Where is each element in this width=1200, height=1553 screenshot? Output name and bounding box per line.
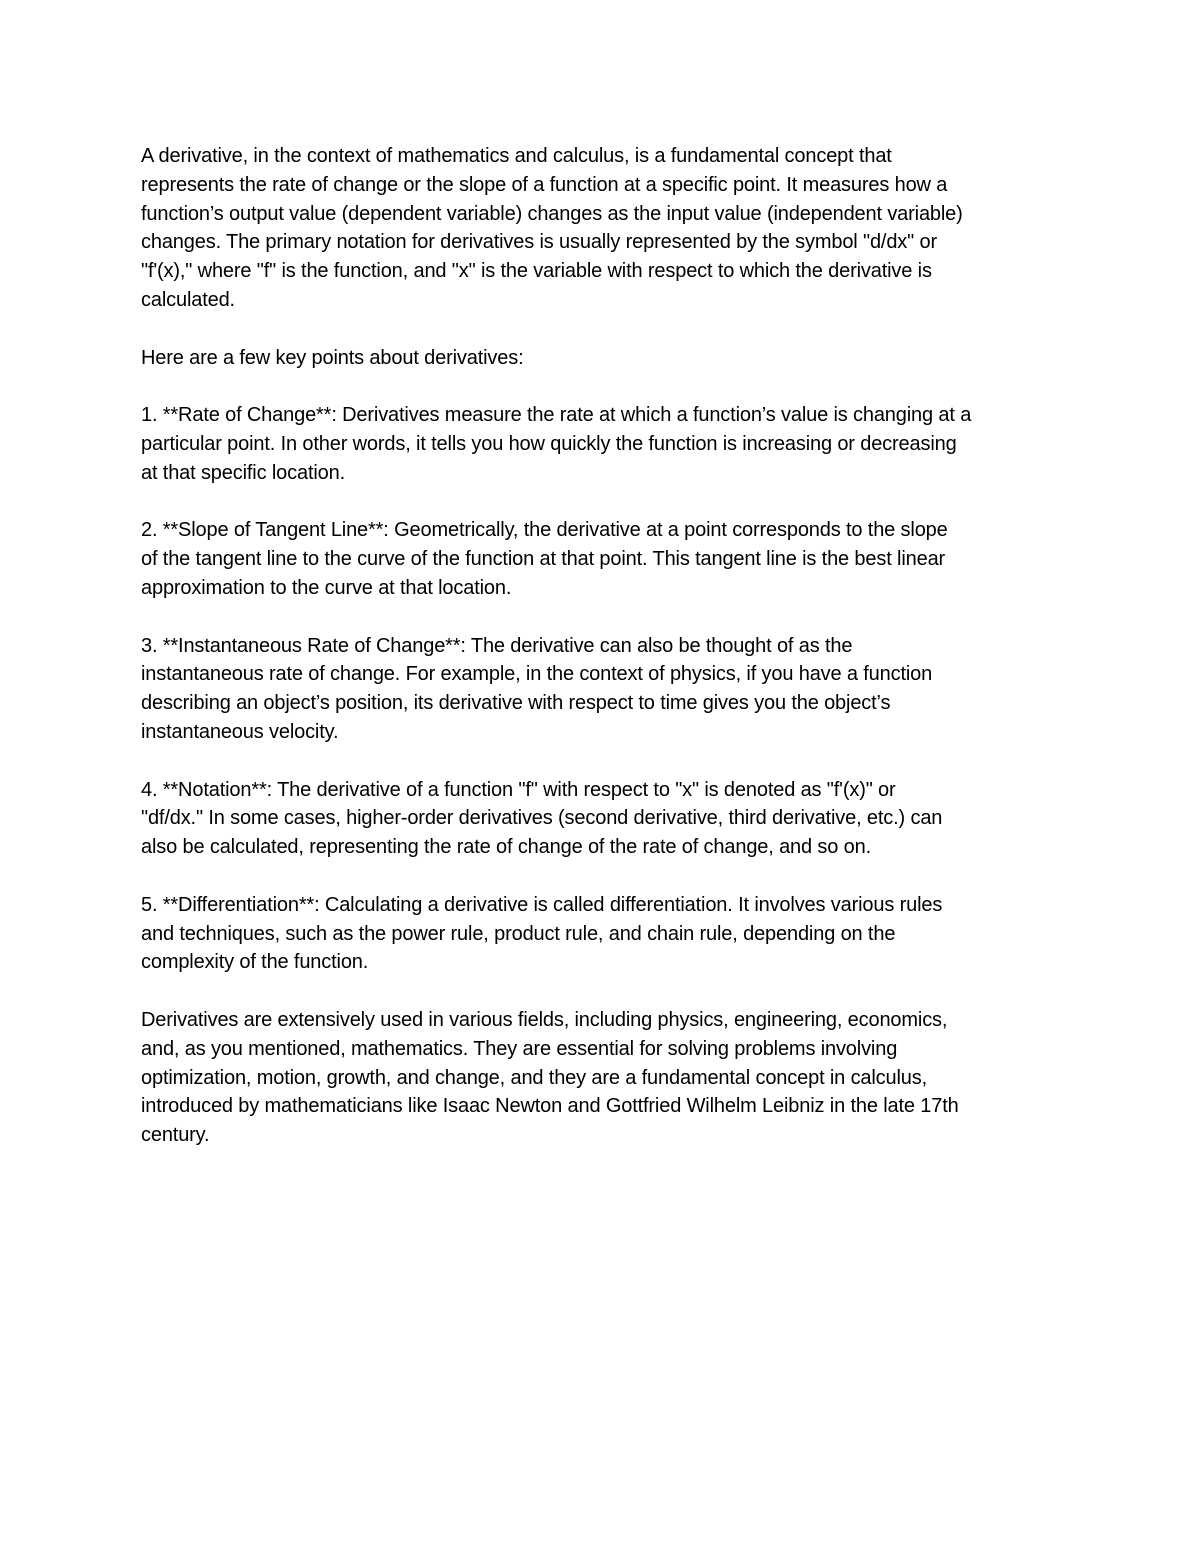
point-4-line: also be calculated, representing the rate of change of the rate of change, and so on.	[141, 836, 871, 859]
point-3-line: describing an object’s position, its derivative with respect to time gives you the object’s	[141, 692, 891, 715]
conclusion-paragraph	[141, 1006, 1071, 1150]
point-2-line: approximation to the curve at that location.	[141, 576, 512, 599]
lead-in-line: Here are a few key points about derivatives:	[141, 346, 524, 369]
intro-line: function’s output value (dependent variable) changes as the input value (independent variable)	[141, 202, 963, 225]
point-5-line: complexity of the function.	[141, 951, 369, 974]
point-3-paragraph	[141, 632, 1071, 747]
intro-line: A derivative, in the context of mathematics and calculus, is a fundamental concept that	[141, 145, 892, 167]
point-2-line: of the tangent line to the curve of the function at that point. This tangent line is the best linear	[141, 548, 946, 571]
conclusion-line: Derivatives are extensively used in various fields, including physics, engineering, economics,	[141, 1008, 948, 1031]
point-1-paragraph	[141, 401, 1071, 487]
point-3-line: instantaneous rate of change. For example, in the context of physics, if you have a function	[141, 663, 933, 686]
point-2-paragraph	[141, 516, 1071, 602]
point-3-line: instantaneous velocity.	[141, 720, 339, 743]
conclusion-line: and, as you mentioned, mathematics. They are essential for solving problems involving	[141, 1037, 898, 1060]
point-4-line: 4. **Notation**: The derivative of a function "f" with respect to "x" is denoted as "f'(x)" or	[141, 778, 896, 801]
conclusion-line: century.	[141, 1124, 210, 1147]
point-3-line: 3. **Instantaneous Rate of Change**: The derivative can also be thought of as the	[141, 634, 853, 657]
point-1-line: 1. **Rate of Change**: Derivatives measure the rate at which a function’s value is changing at a	[141, 404, 972, 427]
intro-line: calculated.	[141, 288, 235, 311]
intro-line: represents the rate of change or the slope of a function at a specific point. It measures how a	[141, 173, 948, 196]
intro-line: "f'(x)," where "f" is the function, and "x" is the variable with respect to which the derivative is	[141, 260, 932, 283]
point-4-line: "df/dx." In some cases, higher-order derivatives (second derivative, third derivative, etc.) can	[141, 807, 943, 830]
point-4-paragraph	[141, 776, 1071, 862]
point-1-line: particular point. In other words, it tells you how quickly the function is increasing or decreasing	[141, 432, 957, 455]
point-5-paragraph	[141, 891, 1071, 977]
point-5-line: 5. **Differentiation**: Calculating a derivative is called differentiation. It involves various rules	[141, 893, 943, 916]
lead-in-paragraph	[141, 344, 1071, 373]
intro-line: changes. The primary notation for derivatives is usually represented by the symbol "d/dx" or	[141, 231, 937, 254]
document-body	[141, 142, 1071, 1179]
point-1-line: at that specific location.	[141, 461, 345, 484]
point-5-line: and techniques, such as the power rule, product rule, and chain rule, depending on the	[141, 922, 896, 945]
intro-paragraph	[141, 142, 1071, 315]
conclusion-line: introduced by mathematicians like Isaac Newton and Gottfried Wilhelm Leibniz in the late 17th	[141, 1095, 959, 1118]
point-2-line: 2. **Slope of Tangent Line**: Geometrically, the derivative at a point corresponds to the slope	[141, 519, 948, 542]
conclusion-line: optimization, motion, growth, and change, and they are a fundamental concept in calculus,	[141, 1066, 928, 1089]
